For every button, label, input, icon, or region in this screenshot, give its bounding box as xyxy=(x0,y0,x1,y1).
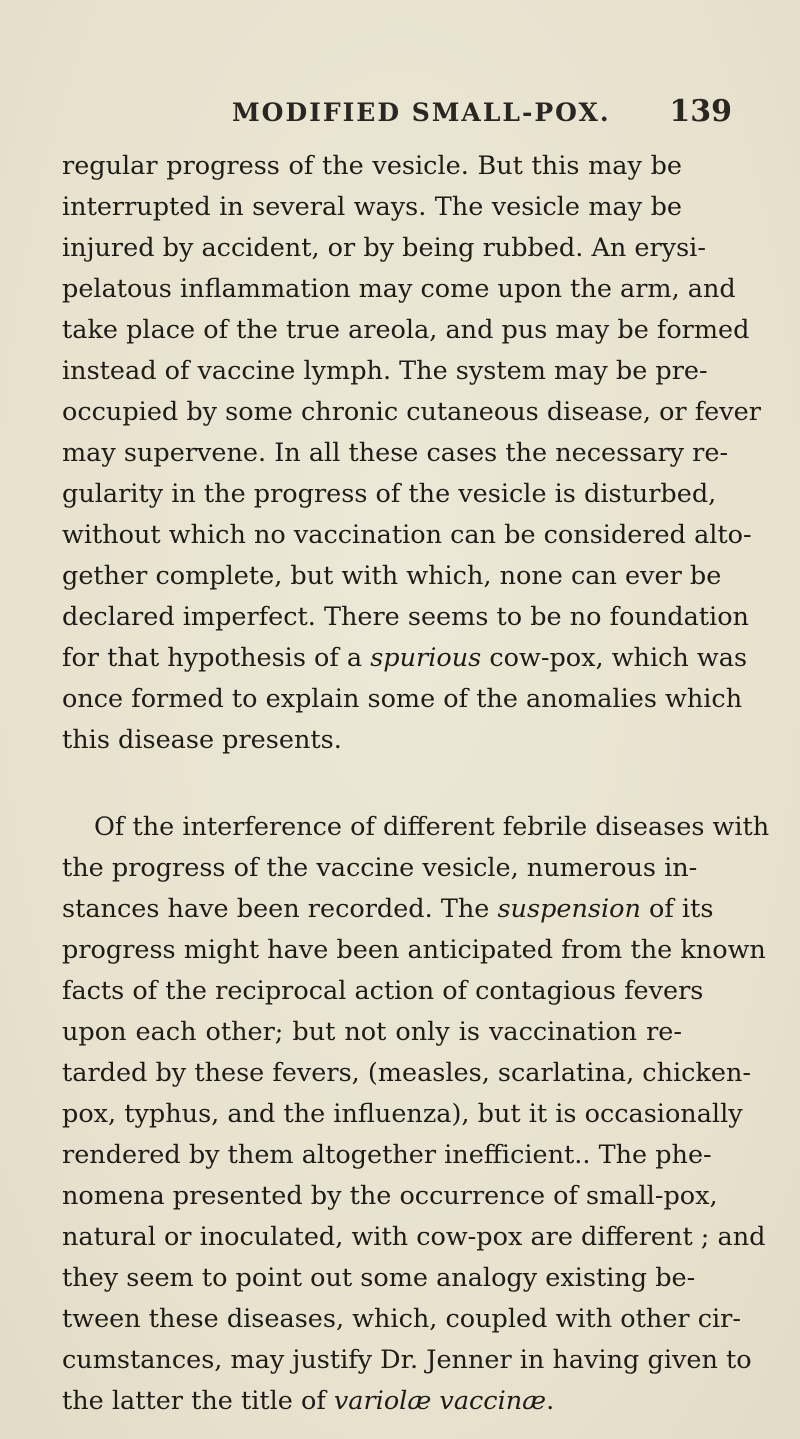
text-line xyxy=(62,638,748,679)
text-line xyxy=(62,1094,743,1135)
text-line xyxy=(62,515,752,556)
text-line xyxy=(62,474,717,515)
body-text xyxy=(62,146,770,1422)
text-line xyxy=(62,1340,752,1381)
text-segment: regular progress of the vesicle. But this may be xyxy=(62,151,682,181)
text-line xyxy=(62,889,714,930)
text-line xyxy=(62,1053,752,1094)
text-segment: instead of vaccine lymph. The system may be pre- xyxy=(62,356,708,386)
text-segment: the latter the title of xyxy=(62,1386,334,1416)
text-line xyxy=(62,1381,682,1422)
text-segment: declared imperfect. There seems to be no foundation xyxy=(62,602,749,632)
paragraph-gap xyxy=(62,761,682,807)
text-line xyxy=(62,433,729,474)
text-segment: for that hypothesis of a xyxy=(62,643,371,673)
text-segment: take place of the true areola, and pus may be formed xyxy=(62,315,750,345)
text-line xyxy=(62,146,682,187)
text-segment: pox, typhus, and the influenza), but it is occasionally xyxy=(62,1099,743,1129)
text-segment: upon each other; but not only is vaccination re- xyxy=(62,1017,682,1047)
paragraph xyxy=(62,807,770,1422)
text-segment: of its xyxy=(640,894,714,924)
running-title: MODIFIED SMALL-POX. xyxy=(232,98,611,127)
text-line xyxy=(62,597,749,638)
text-segment: rendered by them altogether inefficient.. The phe- xyxy=(62,1140,712,1170)
text-segment: injured by accident, or by being rubbed. An erysi- xyxy=(62,233,706,263)
text-segment: tarded by these fevers, (measles, scarlatina, chicken- xyxy=(62,1058,752,1088)
text-segment: may supervene. In all these cases the necessary re- xyxy=(62,438,729,468)
text-segment: occupied by some chronic cutaneous disease, or fever xyxy=(62,397,761,427)
text-line xyxy=(62,930,766,971)
text-segment: gether complete, but with which, none can ever be xyxy=(62,561,722,591)
text-line xyxy=(62,807,770,848)
text-segment: gularity in the progress of the vesicle is disturbed, xyxy=(62,479,717,509)
text-line xyxy=(62,392,761,433)
text-segment: without which no vaccination can be considered alto- xyxy=(62,520,752,550)
text-segment: the progress of the vaccine vesicle, numerous in- xyxy=(62,853,698,883)
text-line xyxy=(62,679,743,720)
text-line xyxy=(62,1217,766,1258)
text-segment: pelatous inflammation may come upon the arm, and xyxy=(62,274,736,304)
italic-text: variolæ vaccinæ xyxy=(333,1386,547,1416)
text-segment: cumstances, may justify Dr. Jenner in having given to xyxy=(62,1345,752,1375)
text-line xyxy=(62,187,682,228)
running-head xyxy=(60,92,740,136)
text-segment: once formed to explain some of the anomalies which xyxy=(62,684,743,714)
text-line xyxy=(62,310,750,351)
text-segment: cow-pox, which was xyxy=(481,643,748,673)
text-segment: nomena presented by the occurrence of small-pox, xyxy=(62,1181,718,1211)
text-line xyxy=(62,1135,712,1176)
text-line xyxy=(62,1176,718,1217)
text-segment: they seem to point out some analogy existing be- xyxy=(62,1263,696,1293)
text-segment: interrupted in several ways. The vesicle may be xyxy=(62,192,682,222)
text-line xyxy=(62,1299,741,1340)
text-line xyxy=(62,971,704,1012)
paragraph xyxy=(62,146,761,761)
text-segment: stances have been recorded. The xyxy=(62,894,498,924)
text-segment: progress might have been anticipated from the known xyxy=(62,935,766,965)
text-line xyxy=(62,720,682,761)
page-number: 139 xyxy=(669,94,732,129)
text-line xyxy=(62,228,706,269)
italic-text: spurious xyxy=(370,643,482,673)
text-line xyxy=(62,351,708,392)
text-segment: Of the interference of different febrile diseases with xyxy=(94,812,770,842)
text-line xyxy=(62,848,698,889)
text-segment: facts of the reciprocal action of contagious fevers xyxy=(62,976,704,1006)
text-segment: . xyxy=(546,1386,555,1416)
text-line xyxy=(62,269,736,310)
text-segment: this disease presents. xyxy=(62,725,342,755)
text-segment: tween these diseases, which, coupled with other cir- xyxy=(62,1304,741,1334)
italic-text: suspension xyxy=(497,894,641,924)
text-line xyxy=(62,1258,696,1299)
text-segment: natural or inoculated, with cow-pox are different ; and xyxy=(62,1222,766,1252)
text-line xyxy=(62,1012,682,1053)
text-line xyxy=(62,556,722,597)
